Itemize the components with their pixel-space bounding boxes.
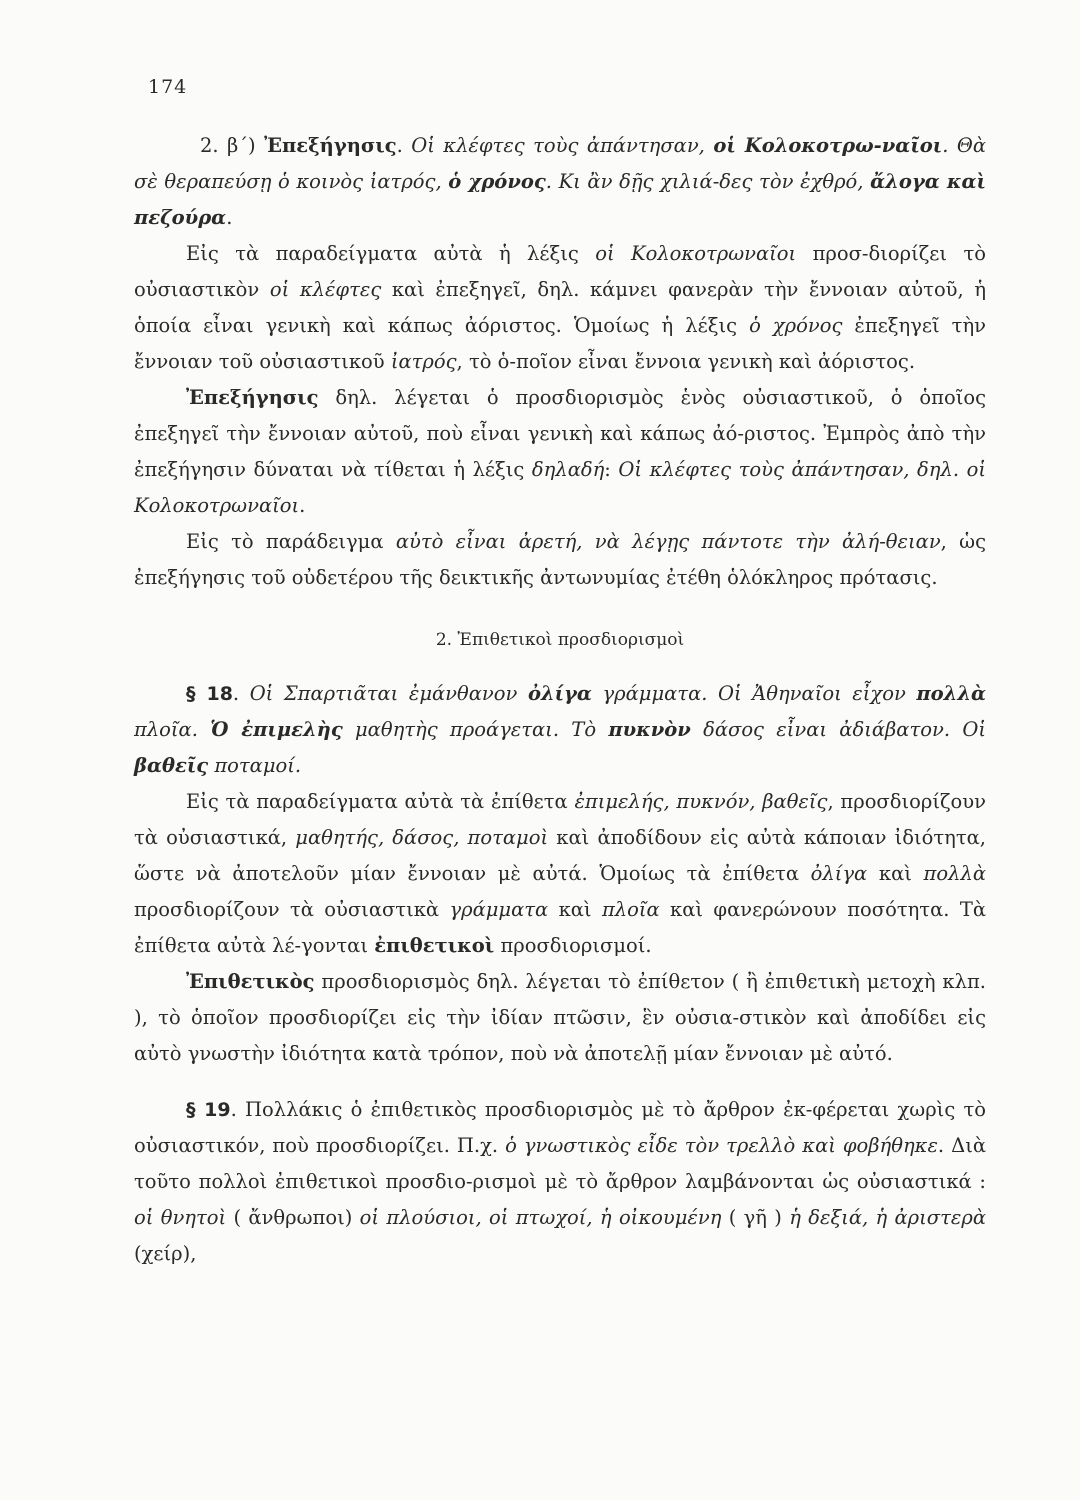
- text: Εἰς τὰ παραδείγματα αὐτὰ τὰ ἐπίθετα: [186, 790, 575, 813]
- example-highlight: ὁ χρόνος: [448, 170, 546, 193]
- term-epexegesis: Ἐπεξήγησις: [264, 134, 397, 157]
- example-highlight: ὀλίγα: [527, 682, 592, 705]
- example-text: μαθητὴς προάγεται. Τὸ: [342, 718, 609, 741]
- text: ( γῆ ): [721, 1206, 790, 1229]
- example-text: . Θὰ σὲ θεραπεύσῃ ὁ κοινὸς ἰατρός,: [134, 134, 986, 193]
- section-number: § 18: [186, 683, 233, 705]
- text: καὶ φανερώνουν ποσότητα. Τὰ ἐπίθετα αὐτὰ λέ-γονται: [134, 898, 986, 957]
- example-text: δάσος εἶναι ἀδιάβατον. Οἱ: [690, 718, 986, 741]
- text: προσδιορισμοί.: [494, 934, 652, 957]
- paragraph-epexegesis-examples: [134, 128, 986, 236]
- example-text: ὁ χρόνος: [749, 314, 843, 337]
- text: Εἰς τὰ παραδείγματα αὐτὰ ἡ λέξις: [186, 242, 596, 265]
- example-text: πλοῖα.: [134, 718, 211, 741]
- section-number: § 19: [186, 1099, 231, 1121]
- text: .: [299, 494, 306, 517]
- example-text: οἱ Κολοκοτρωναῖοι: [595, 242, 797, 265]
- example-text: οἱ κλέφτες: [269, 278, 382, 301]
- text: , τὸ ὁ-ποῖον εἶναι ἔννοια γενικὴ καὶ ἀόριστος.: [456, 350, 916, 373]
- text: προσ-διορίζει τὸ οὐσιαστικὸν: [134, 242, 986, 301]
- text: .: [232, 682, 250, 705]
- text: προσδιορισμὸς δηλ. λέγεται τὸ ἐπίθετον ( ἢ ἐπιθετικὴ μετοχὴ κλπ. ), τὸ ὁποῖον προσδιορίζει εἰς τὴν ἰδίαν πτῶσιν, ἓν οὐσια-στικὸν καὶ ἀποδίδει εἰς αὐτὸ γνωστὴν ἰδιότητα κατὰ τρόπον, ποὺ νὰ ἀποτελῇ μίαν ἔννοιαν μὲ αὐτό.: [134, 970, 986, 1065]
- text: :: [604, 458, 619, 481]
- term-epexegesis: Ἐπεξήγησις: [186, 386, 319, 409]
- example-highlight: οἱ Κολοκοτρω-ναῖοι: [713, 134, 943, 157]
- example-highlight: βαθεῖς: [134, 754, 209, 777]
- paragraph-definition-epexegesis: [134, 380, 986, 524]
- text: .: [396, 134, 412, 157]
- page-body: [134, 128, 986, 1272]
- example-highlight: πολλὰ: [916, 682, 987, 705]
- text: ἐπεξηγεῖ τὴν ἔννοιαν τοῦ οὐσιαστικοῦ: [134, 314, 986, 373]
- example-text: ἡ δεξιά, ἡ ἀριστερὰ: [789, 1206, 986, 1229]
- example-text: πολλὰ: [923, 862, 986, 885]
- text: . Διὰ τοῦτο πολλοὶ ἐπιθετικοὶ προσδιο-ρισμοὶ μὲ τὸ ἄρθρον λαμβάνονται ὡς οὐσιαστικά :: [134, 1134, 987, 1193]
- text: προσδιορίζουν τὰ οὐσιαστικὰ: [134, 898, 450, 921]
- example-highlight: πυκνὸν: [608, 718, 691, 741]
- example-text: οἱ πλούσιοι, οἱ πτωχοί, ἡ οἰκουμένη: [359, 1206, 722, 1229]
- text: καὶ ἐπεξηγεῖ, δηλ. κάμνει φανερὰν τὴν ἔννοιαν αὐτοῦ, ἡ ὁποία εἶναι γενικὴ καὶ κάπως ἀόριστος. Ὁμοίως ἡ λέξις: [134, 278, 987, 337]
- page-number: 174: [148, 76, 188, 98]
- text: δηλ. λέγεται ὁ προσδιορισμὸς ἑνὸς οὐσιαστικοῦ, ὁ ὁποῖος ἐπεξηγεῖ τὴν ἔννοιαν αὐτοῦ, ποὺ εἶναι γενικὴ καὶ κάπως ἀό-ριστος. Ἐμπρὸς ἀπὸ τὴν ἐπεξήγησιν δύναται νὰ τίθεται ἡ λέξις: [134, 386, 986, 481]
- example-text: . Κι ἂν δῇς χιλιά-δες τὸν ἐχθρό,: [545, 170, 871, 193]
- term-attributive: ἐπιθετικοὶ: [374, 934, 495, 957]
- example-text: οἱ θνητοὶ: [134, 1206, 227, 1229]
- paragraph-section-18: [134, 676, 986, 784]
- example-text: μαθητής, δάσος, ποταμοὶ: [295, 826, 549, 849]
- text: ( ἄνθρωποι): [226, 1206, 360, 1229]
- text: . Πολλάκις ὁ ἐπιθετικὸς προσδιορισμὸς μὲ τὸ ἄρθρον ἐκ-φέρεται χωρὶς τὸ οὐσιαστικόν, ποὺ προσδιορίζει. Π.χ.: [134, 1098, 986, 1157]
- text: Εἰς τὸ παράδειγμα: [186, 530, 396, 553]
- paragraph-section-19: [134, 1092, 986, 1272]
- term-attributive: Ἐπιθετικὸς: [186, 970, 315, 993]
- example-text: Οἱ κλέφτες τοὺς ἀπάντησαν,: [411, 134, 714, 157]
- section-heading: 2. Ἐπιθετικοὶ προσδιορισμοὶ: [435, 630, 685, 650]
- text: καὶ: [548, 898, 602, 921]
- example-text: γράμματα. Οἱ Ἀθηναῖοι εἶχον: [591, 682, 917, 705]
- paragraph-definition-attributive: [134, 964, 986, 1072]
- example-text: Οἱ κλέφτες τοὺς ἀπάντησαν, δηλ. οἱ Κολοκοτρωναῖοι: [134, 458, 986, 517]
- example-highlight: ἄλογα καὶ πεζούρα: [134, 170, 986, 229]
- example-text: αὐτὸ εἶναι ἀρετή, νὰ λέγῃς πάντοτε τὴν ἀλή-θειαν: [395, 530, 941, 553]
- example-text: ὀλίγα: [810, 862, 868, 885]
- example-text: πλοῖα: [601, 898, 660, 921]
- example-text: γράμματα: [449, 898, 549, 921]
- text: καὶ ἀποδίδουν εἰς αὐτὰ κάποιαν ἰδιότητα, ὥστε νὰ ἀποτελοῦν μίαν ἔννοιαν μὲ αὐτά. Ὁμοίως τὰ ἐπίθετα: [134, 826, 986, 885]
- example-text: Οἱ Σπαρτιᾶται ἐμάνθανον: [249, 682, 528, 705]
- example-highlight: Ὁ ἐπιμελὴς: [210, 718, 343, 741]
- text: , ὡς ἐπεξήγησις τοῦ οὐδετέρου τῆς δεικτικῆς ἀντωνυμίας ἐτέθη ὁλόκληρος πρότασις.: [134, 530, 986, 589]
- example-text: δηλαδή: [531, 458, 605, 481]
- text: , προσδιορίζουν τὰ οὐσιαστικά,: [134, 790, 986, 849]
- example-text: ἐπιμελής, πυκνόν, βαθεῖς: [574, 790, 828, 813]
- item-number: 2. β΄): [200, 134, 265, 157]
- text: (χείρ),: [134, 1242, 197, 1265]
- example-text: ἰατρός: [390, 350, 457, 373]
- example-text: ὁ γνωστικὸς εἶδε τὸν τρελλὸ καὶ φοβήθηκε: [505, 1134, 938, 1157]
- text: καὶ: [867, 862, 924, 885]
- text: .: [226, 206, 233, 229]
- paragraph-adjective-explanation: [134, 784, 986, 964]
- paragraph-clause-example: [134, 524, 986, 596]
- paragraph-explanation: [134, 236, 986, 380]
- example-text: ποταμοί.: [208, 754, 302, 777]
